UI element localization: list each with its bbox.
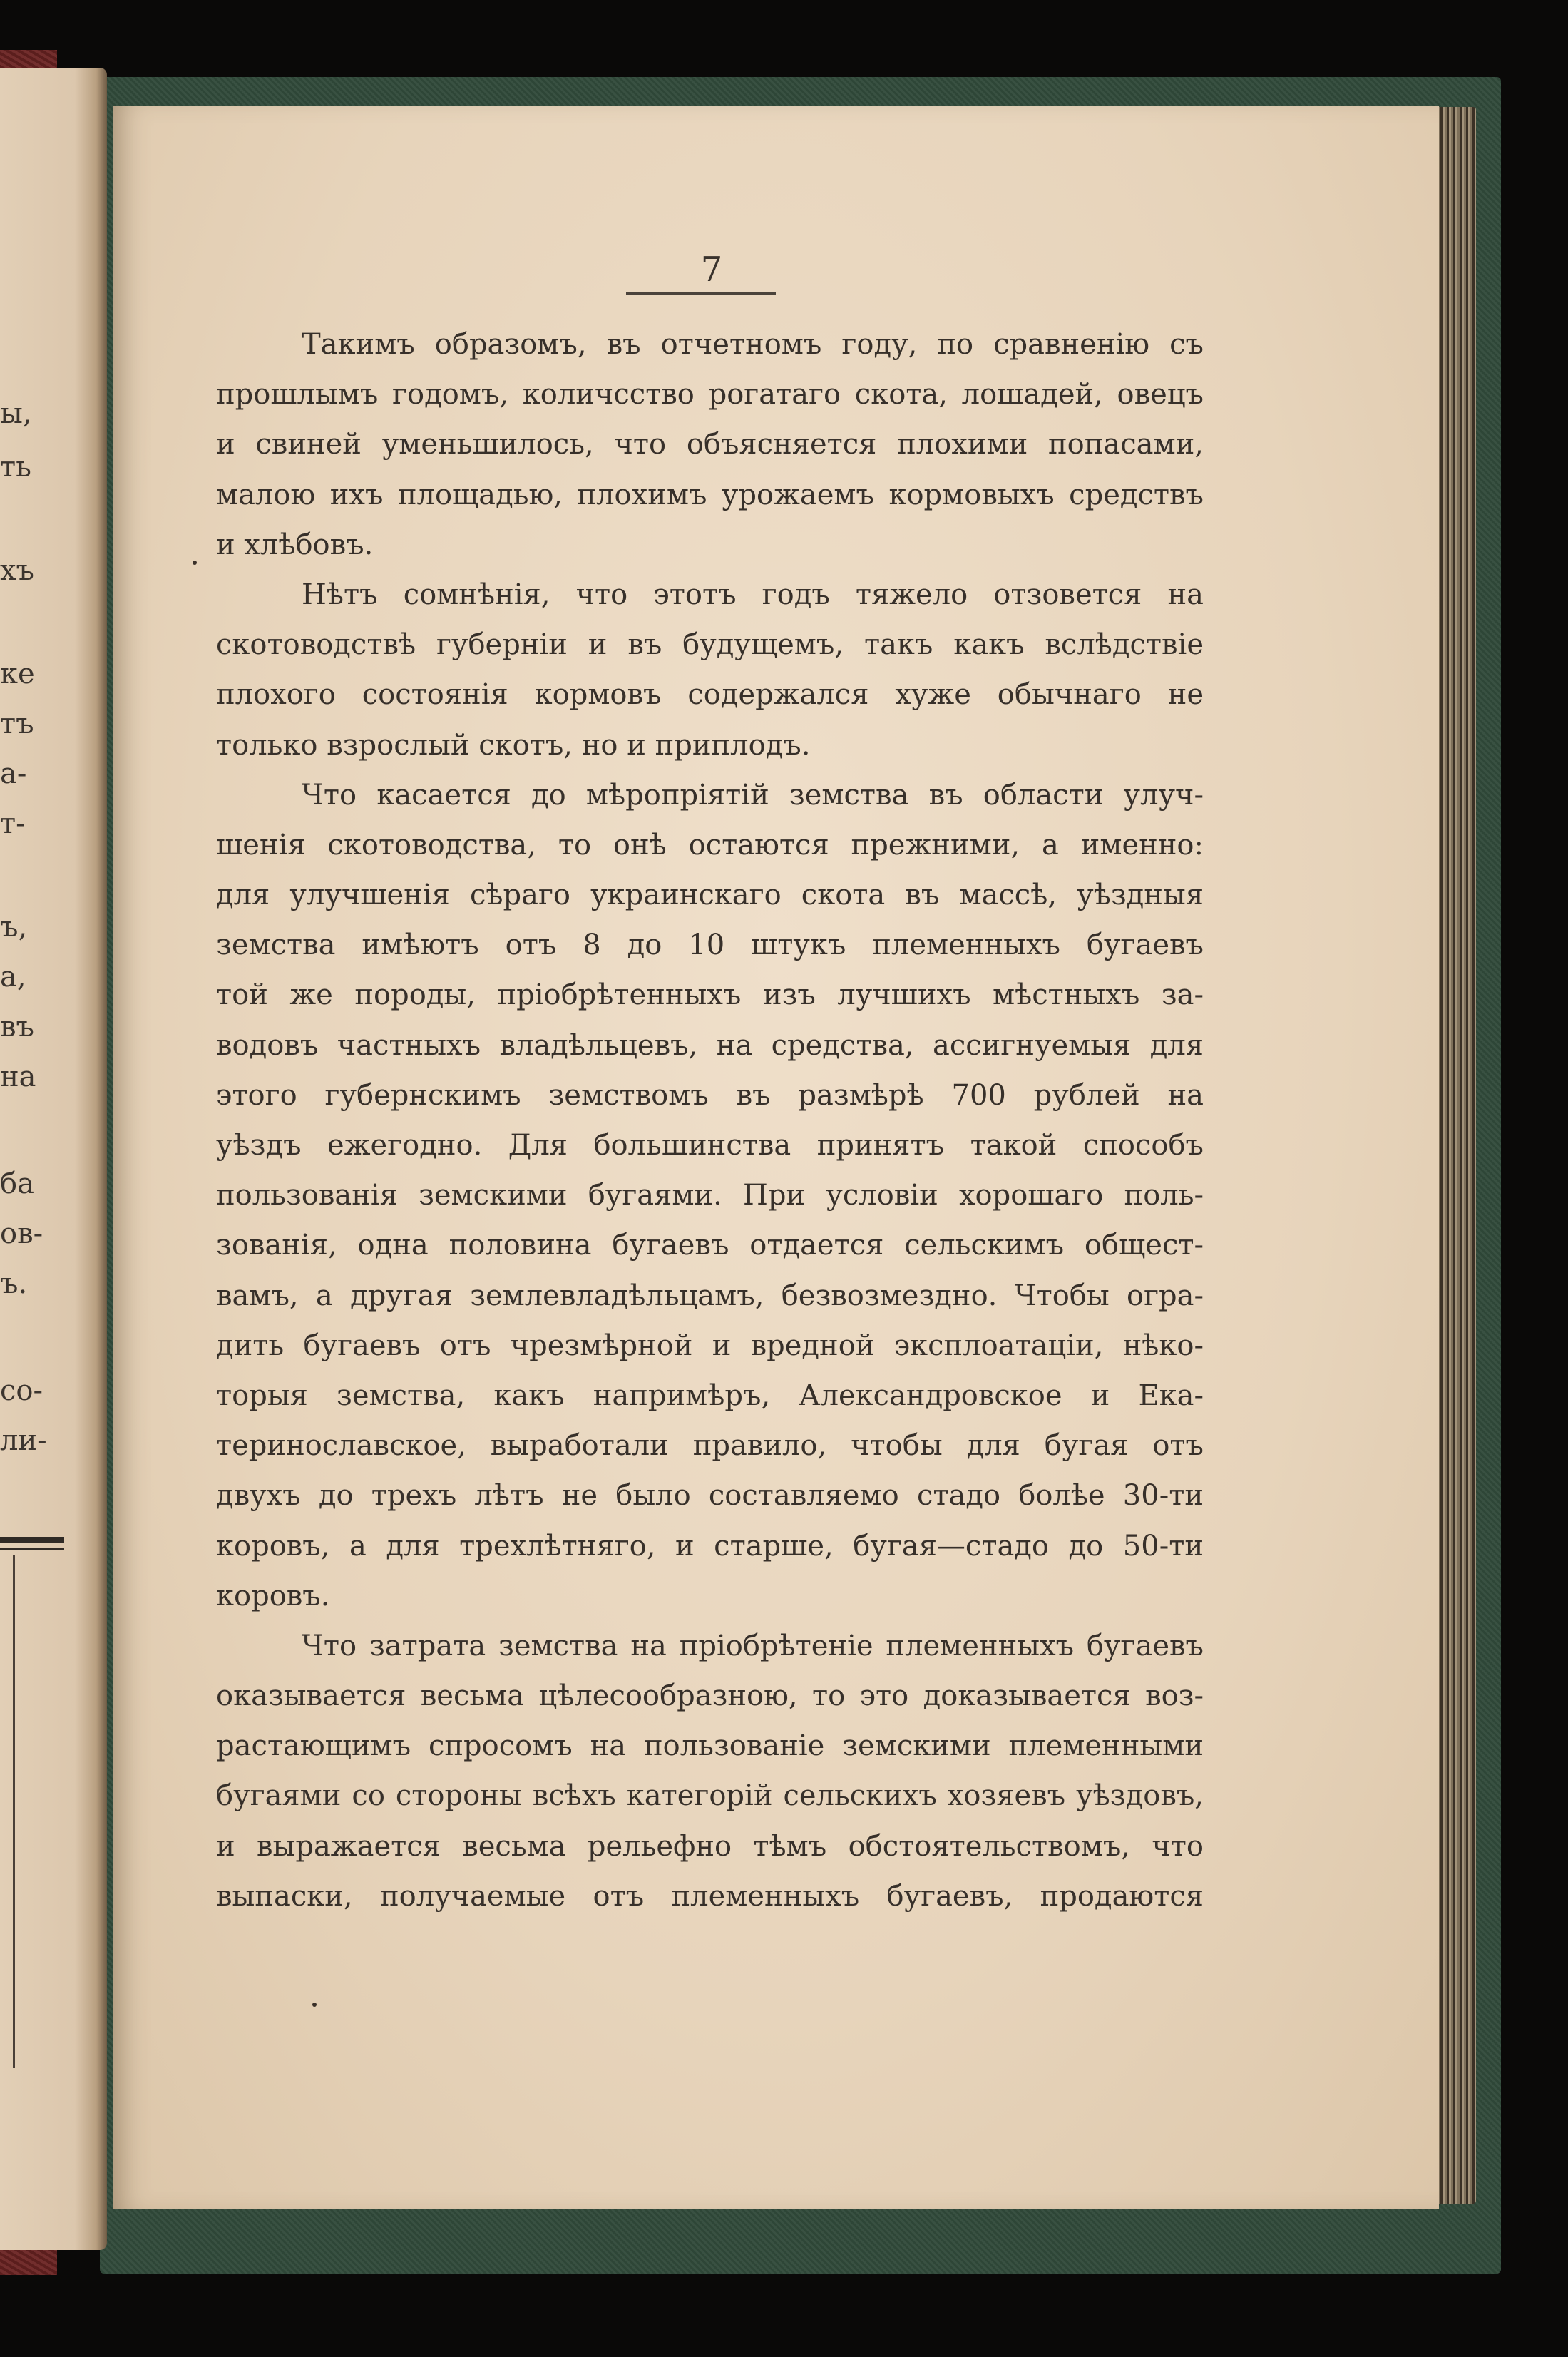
text-line: Нѣтъ сомнѣнія, что этотъ годъ тяжело отзовется на xyxy=(302,578,1204,611)
left-table-line xyxy=(13,1555,15,2068)
left-fragment: ть xyxy=(0,451,31,484)
left-fragment: со- xyxy=(0,1374,43,1407)
ink-speck xyxy=(312,2003,317,2007)
text-line: выпаски, получаемые отъ племенныхъ бугаевъ, продаются xyxy=(216,1879,1204,1913)
text-line: и выражается весьма рельефно тѣмъ обстоятельствомъ, что xyxy=(216,1829,1204,1863)
text-line: бугаями со стороны всѣхъ категорій сельскихъ хозяевъ уѣздовъ, xyxy=(216,1779,1204,1813)
book-page xyxy=(113,106,1439,2209)
paragraph xyxy=(216,770,1204,1621)
text-line: плохого состоянія кормовъ содержался хуже обычнаго не xyxy=(216,678,1204,712)
paragraph xyxy=(216,319,1204,570)
page-number: 7 xyxy=(700,250,723,290)
text-line: водовъ частныхъ владѣльцевъ, на средства, ассигнуемыя для xyxy=(216,1028,1204,1062)
left-fragment: ъ, xyxy=(0,911,28,944)
left-fragment: ы, xyxy=(0,397,32,430)
text-line: торыя земства, какъ напримѣръ, Александровское и Ека- xyxy=(216,1379,1204,1412)
text-line: земства имѣютъ отъ 8 до 10 штукъ племенныхъ бугаевъ xyxy=(216,929,1204,962)
left-fragment: ли- xyxy=(0,1424,47,1457)
left-fragment: хъ xyxy=(0,554,35,587)
left-fragment: т- xyxy=(0,807,26,840)
left-fragment: въ xyxy=(0,1011,34,1043)
text-line: вамъ, а другая землевладѣльцамъ, безвозмездно. Чтобы огра- xyxy=(216,1279,1204,1312)
left-fragment: а- xyxy=(0,757,27,790)
text-line: этого губернскимъ земствомъ въ размѣрѣ 700 рублей на xyxy=(216,1078,1204,1112)
text-line: малою ихъ площадью, плохимъ урожаемъ кормовыхъ средствъ xyxy=(216,478,1204,511)
ink-speck xyxy=(193,561,197,565)
text-line: только взрослый скотъ, но и приплодъ. xyxy=(216,728,811,762)
text-line: той же породы, пріобрѣтенныхъ изъ лучшихъ мѣстныхъ за- xyxy=(216,978,1204,1012)
body-text xyxy=(216,319,1204,1921)
left-fragment: ба xyxy=(0,1167,34,1200)
text-line: пользованія земскими бугаями. При условіи хорошаго поль- xyxy=(216,1179,1204,1212)
text-line: оказывается весьма цѣлесообразною, то это доказывается воз- xyxy=(216,1679,1204,1713)
left-fragment: на xyxy=(0,1060,36,1093)
left-rule xyxy=(0,1537,64,1543)
text-line: коровъ, а для трехлѣтняго, и старше, бугая—стадо до 50-ти xyxy=(216,1529,1204,1563)
text-line: двухъ до трехъ лѣтъ не было составляемо стадо болѣе 30-ти xyxy=(216,1479,1204,1513)
paragraph xyxy=(216,570,1204,770)
text-line: скотоводствѣ губерніи и въ будущемъ, такъ какъ вслѣдствіе xyxy=(216,628,1204,662)
left-fragment: а, xyxy=(0,961,26,993)
left-fragment: ов- xyxy=(0,1217,43,1250)
text-line: Такимъ образомъ, въ отчетномъ году, по сравненію съ xyxy=(302,328,1204,361)
text-line: теринославское, выработали правило, чтобы для бугая отъ xyxy=(216,1429,1204,1463)
header-rule xyxy=(626,292,776,295)
previous-page xyxy=(0,68,107,2250)
page-number-container xyxy=(113,250,1439,290)
left-fragment: тъ xyxy=(0,707,34,740)
left-rule xyxy=(0,1548,64,1550)
text-line: дить бугаевъ отъ чрезмѣрной и вредной эксплоатаціи, нѣко- xyxy=(216,1329,1204,1362)
text-line: Что касается до мѣропріятій земства въ области улуч- xyxy=(302,778,1204,812)
text-line: для улучшенія сѣраго украинскаго скота въ массѣ, уѣздныя xyxy=(216,879,1204,912)
text-line: и свиней уменьшилось, что объясняется плохими попасами, xyxy=(216,428,1204,461)
text-line: зованія, одна половина бугаевъ отдается сельскимъ общест- xyxy=(216,1229,1204,1262)
left-fragment: ъ. xyxy=(0,1267,28,1300)
paragraph xyxy=(216,1621,1204,1921)
text-line: коровъ. xyxy=(216,1579,330,1612)
text-line: Что затрата земства на пріобрѣтеніе племенныхъ бугаевъ xyxy=(302,1629,1204,1662)
text-line: шенія скотоводства, то онѣ остаются прежними, а именно: xyxy=(216,828,1204,861)
text-line: растающимъ спросомъ на пользованіе земскими племенными xyxy=(216,1729,1204,1763)
text-line: и хлѣбовъ. xyxy=(216,528,374,561)
text-line: прошлымъ годомъ, количсство рогатаго скота, лошадей, овецъ xyxy=(216,378,1204,411)
text-line: уѣздъ ежегодно. Для большинства принятъ такой способъ xyxy=(216,1129,1204,1162)
left-fragment: ке xyxy=(0,658,35,690)
